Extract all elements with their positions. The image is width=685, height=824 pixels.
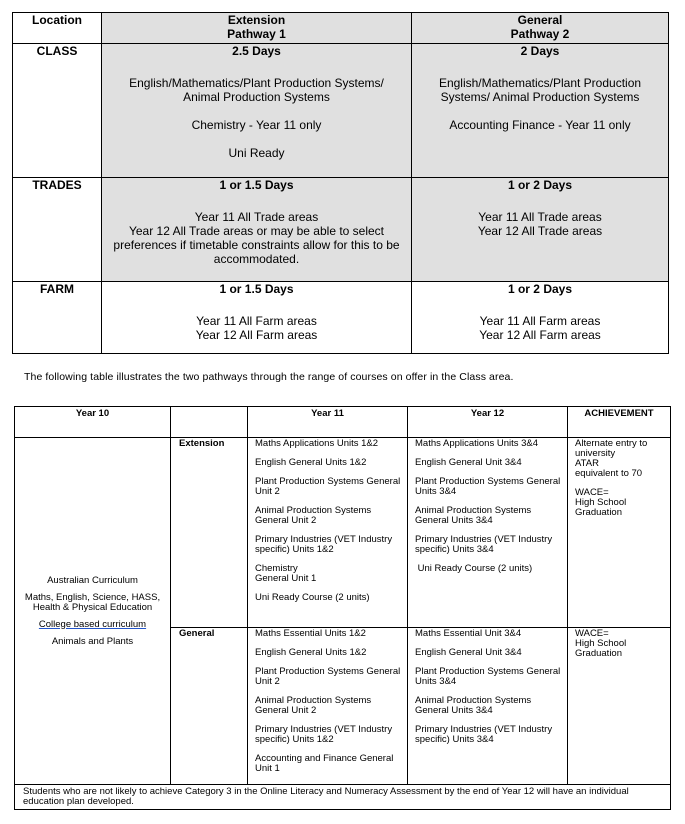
header-location: Location [13, 13, 102, 44]
header-pathway [171, 407, 248, 438]
extension-achievement-cell: Alternate entry to university ATAR equivalent to 70 WACE= High School Graduation [568, 438, 671, 628]
location-cell: TRADES [13, 178, 102, 282]
course-pathway-table [14, 406, 671, 810]
extension-year11-cell: Maths Applications Units 1&2 English General Units 1&2 Plant Production Systems General Unit 2 Animal Production Systems General Unit 2 Primary Industries (VET Industry specific) Units 1&2 Chemistry General Unit 1 Uni Ready Course (2 units) [248, 438, 408, 628]
table-row [13, 44, 669, 178]
footnote-text: Students who are not likely to achieve Category 3 in the Online Literacy and Numeracy Assessment by the end of Year 12 will have an individual education plan developed. [15, 785, 671, 810]
header-year12: Year 12 [408, 407, 568, 438]
general-cell: 2 Days English/Mathematics/Plant Production Systems/ Animal Production Systems Accounting Finance - Year 11 only [412, 44, 669, 178]
general-cell: 1 or 2 Days Year 11 All Farm areas Year 12 All Farm areas [412, 282, 669, 354]
header-extension: Extension Pathway 1 [102, 13, 412, 44]
general-year11-cell: Maths Essential Units 1&2 English General Units 1&2 Plant Production Systems General Unit 2 Animal Production Systems General Unit 2 Primary Industries (VET Industry specific) Units 1&2 Accounting and Finance General Unit 1 [248, 628, 408, 785]
general-year12-cell: Maths Essential Unit 3&4 English General Unit 3&4 Plant Production Systems General Units 3&4 Animal Production Systems General Units 3&4 Primary Industries (VET Industry specific) Units 3&4 [408, 628, 568, 785]
table-header-row [13, 13, 669, 44]
header-achievement: ACHIEVEMENT [568, 407, 671, 438]
header-year10: Year 10 [15, 407, 171, 438]
table-header-row [15, 407, 671, 438]
footnote-row [15, 785, 671, 810]
location-cell: CLASS [13, 44, 102, 178]
table-row [13, 282, 669, 354]
header-general: General Pathway 2 [412, 13, 669, 44]
caption-text: The following table illustrates the two pathways through the range of courses on offer in the Class area. [24, 371, 514, 383]
year10-cell [15, 438, 171, 785]
year10-subjects: Maths, English, Science, HASS, Health & Physical Education [24, 591, 161, 613]
header-year11: Year 11 [248, 407, 408, 438]
pathway-extension-label: Extension [171, 438, 248, 628]
location-cell: FARM [13, 282, 102, 354]
general-achievement-cell: WACE= High School Graduation [568, 628, 671, 785]
table-row [13, 178, 669, 282]
location-pathway-table [12, 12, 669, 354]
pathway-general-label: General [171, 628, 248, 785]
year10-curriculum: Australian Curriculum [47, 574, 138, 586]
year10-college-curriculum: College based curriculum [38, 618, 147, 630]
year10-animals-plants: Animals and Plants [51, 635, 134, 647]
table-row-extension [15, 438, 671, 628]
extension-year12-cell: Maths Applications Units 3&4 English General Unit 3&4 Plant Production Systems General Units 3&4 Animal Production Systems General Units 3&4 Primary Industries (VET Industry specific) Units 3&4 Uni Ready Course (2 units) [408, 438, 568, 628]
extension-cell: 2.5 Days English/Mathematics/Plant Production Systems/ Animal Production Systems Chemistry - Year 11 only Uni Ready [102, 44, 412, 178]
general-cell: 1 or 2 Days Year 11 All Trade areas Year 12 All Trade areas [412, 178, 669, 282]
extension-cell: 1 or 1.5 Days Year 11 All Farm areas Year 12 All Farm areas [102, 282, 412, 354]
extension-cell: 1 or 1.5 Days Year 11 All Trade areas Year 12 All Trade areas or may be able to select preferences if timetable constraints allow for this to be accommodated. [102, 178, 412, 282]
